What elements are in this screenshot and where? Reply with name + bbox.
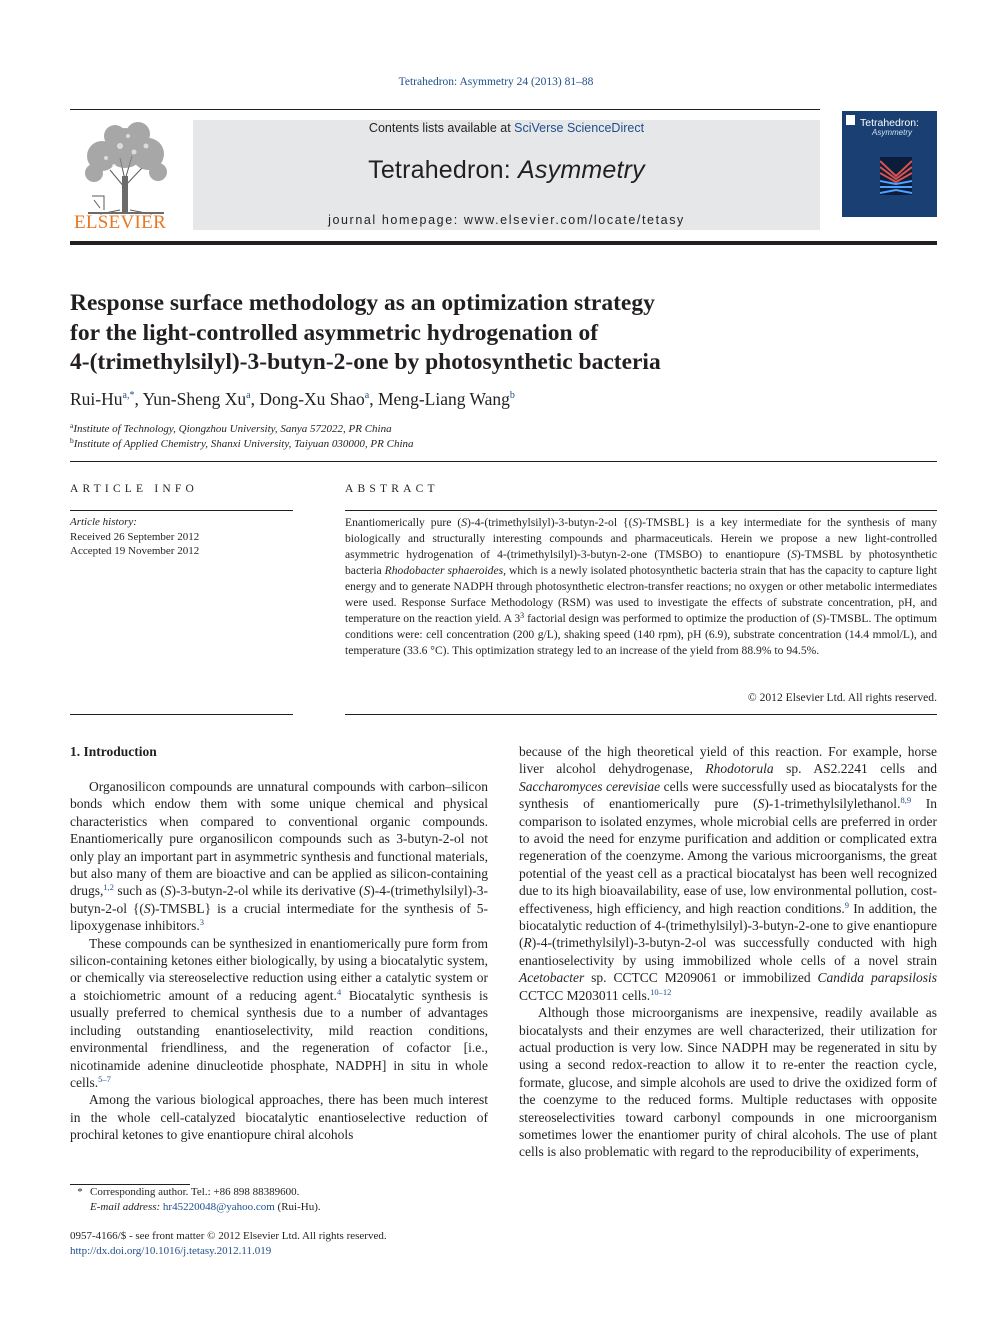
section-rule bbox=[70, 461, 937, 462]
affiliation-text: Institute of Applied Chemistry, Shanxi University, Taiyuan 030000, PR China bbox=[73, 438, 414, 450]
header-heavy-rule bbox=[70, 241, 937, 245]
asterisk-mark: * bbox=[77, 1186, 83, 1198]
journal-reference[interactable]: Tetrahedron: Asymmetry 24 (2013) 81–88 bbox=[398, 76, 594, 88]
author-affiliation-mark[interactable]: a bbox=[246, 390, 251, 401]
email-label: E-mail address: bbox=[90, 1201, 163, 1213]
abstract-bottom-rule bbox=[345, 714, 937, 715]
article-title bbox=[70, 289, 770, 378]
author-affiliation-mark[interactable]: a,* bbox=[122, 390, 135, 401]
title-line: Response surface methodology as an optimization strategy bbox=[70, 290, 655, 316]
homepage-line bbox=[193, 213, 820, 227]
email-footnote bbox=[90, 1200, 321, 1215]
journal-title-italic: Asymmetry bbox=[518, 156, 645, 184]
email-owner: (Rui-Hu). bbox=[274, 1201, 321, 1213]
abstract-heading: ABSTRACT bbox=[345, 483, 439, 495]
cover-art-icon bbox=[880, 157, 912, 195]
cover-footer-strip bbox=[842, 217, 937, 230]
article-info-rule bbox=[70, 510, 293, 511]
cover-title: Tetrahedron: bbox=[860, 117, 919, 129]
copyright-notice: © 2012 Elsevier Ltd. All rights reserved. bbox=[747, 691, 937, 704]
journal-title-main: Tetrahedron: bbox=[368, 156, 519, 184]
journal-title bbox=[193, 156, 820, 185]
title-line: for the light-controlled asymmetric hydrogenation of bbox=[70, 319, 599, 346]
issn-line: 0957-4166/$ - see front matter © 2012 Elsevier Ltd. All rights reserved. bbox=[70, 1230, 387, 1242]
corresponding-text: Corresponding author. Tel.: +86 898 88389600. bbox=[90, 1186, 300, 1198]
affiliation-text: Institute of Technology, Qiongzhou University, Sanya 572022, PR China bbox=[73, 423, 392, 435]
body-paragraph: Among the various biological approaches, there has been much interest in the whole cell-catalyzed biocatalytic enantioselective reduction of prochiral ketones to give enantiopure chiral alcohols bbox=[70, 1092, 488, 1143]
contents-prefix: Contents lists available at bbox=[368, 121, 515, 135]
homepage-link[interactable]: www.elsevier.com/locate/tetasy bbox=[463, 213, 685, 227]
body-paragraph: These compounds can be synthesized in enantiomerically pure form from silicon-containing ketones either biologically, by using a biocatalytic system, or chemically via stereoselective reduction using either a catalytic system or a stoichiometric amount of a reducing agent.$^4$ Biocatalytic synthesis is usually preferred to chemical synthesis due to a number of advantages including outstanding enantioselectivity, mild reaction conditions, environmental friendliness, and the regeneration of cofactor [i.e., nicotinamide adenine dinucleotide phosphate, NADPH] in situ in whole cells.$^{5-7}$ bbox=[70, 935, 488, 1090]
affiliation-mark: a bbox=[70, 421, 74, 430]
doi-link[interactable]: http://dx.doi.org/10.1016/j.tetasy.2012.11.019 bbox=[70, 1245, 272, 1257]
abstract-rule bbox=[345, 510, 937, 511]
body-paragraph: Although those microorganisms are inexpensive, readily available as biocatalysts and their enzymes are well characterized, their utilization for actual production is very low. Since NADPH may be regenerated in situ by using a second redox-reaction to allow it to re-enter the reaction cycle, formate, glucose, and simple alcohols are used to drive the oxidized form of the coenzyme to the reduced forms. Multiple reductases with opposite stereoselectivities toward carbonyl compounds in one microorganism sometimes lower the enantiomer purity of chiral alcohols. The use of plant cells is also problematic with regard to the reproducibility of experiments, bbox=[519, 1005, 937, 1160]
contents-line bbox=[193, 121, 820, 135]
body-paragraph: Organosilicon compounds are unnatural compounds with carbon–silicon bonds which endow them with some unique chemical and physical characteristics when compared to conventional organic compounds. Enantiomerically pure organosilicon compounds such as 3-butyn-2-ol not only play an important part in asymmetric synthesis and functional materials, but also many of them are bioactive and can be applied as silicon-containing drugs,$^{1,2}$ such as (S)-3-butyn-2-ol while its derivative (S)-4-(trimethylsilyl)-3-butyn-2-ol {(S)-TMSBL} is a crucial intermediate for the synthesis of 5-lipoxygenase inhibitors.$^3$ bbox=[70, 779, 488, 934]
affiliation-mark: b bbox=[70, 436, 74, 445]
accepted-date: Accepted 19 November 2012 bbox=[70, 545, 200, 557]
author-affiliation-mark[interactable]: a bbox=[364, 390, 370, 401]
article-info-heading: ARTICLE INFO bbox=[70, 483, 198, 495]
body-column-left bbox=[70, 778, 488, 1144]
author-name[interactable]: Rui-Hu bbox=[70, 389, 123, 409]
affiliation bbox=[70, 421, 392, 435]
author-name[interactable]: Yun-Sheng Xu bbox=[142, 389, 247, 409]
author-name[interactable]: Meng-Liang Wang bbox=[378, 389, 510, 409]
cover-elsevier-icon bbox=[846, 115, 855, 125]
corresponding-author-footnote bbox=[70, 1185, 299, 1200]
header-rule bbox=[70, 109, 820, 110]
received-date: Received 26 September 2012 bbox=[70, 530, 200, 543]
history-label: Article history: bbox=[70, 516, 137, 528]
elsevier-wordmark: ELSEVIER bbox=[73, 212, 167, 233]
title-line: 4-(trimethylsilyl)-3-butyn-2-one by photosynthetic bacteria bbox=[70, 349, 661, 375]
article-history bbox=[70, 515, 199, 559]
body-paragraph: because of the high theoretical yield of this reaction. For example, horse liver alcohol dehydrogenase, Rhodotorula sp. AS2.2241 cells and Saccharomyces cerevisiae cells were successfully used as biocatalysts for the synthesis of enantiomerically pure (S)-1-trimethylsilylethanol.$^{8,9}$ In comparison to isolated enzymes, whole microbial cells are preferred in order to avoid the need for enzyme purification and addition or complicated extra regeneration of the coenzyme. Among the various microorganisms, the great potential of the yeast cell as a practical biocatalyst has been well recognized due to its high bioavailability, ease of use, low environmental pollution, cost-effectiveness, high efficiency, and high reaction conditions.$^9$ In addition, the biocatalytic reduction of 4-(trimethylsilyl)-3-butyn-2-one to give enantiopure (R)-4-(trimethylsilyl)-3-butyn-2-ol was successfully conducted with high enantioselectivity by using immobilized whole cells of a novel strain Acetobacter sp. CCTCC M209061 or immobilized Candida parapsilosis CCTCC M203011 cells.$^{10-12}$ bbox=[519, 744, 937, 1003]
journal-cover-thumbnail[interactable] bbox=[842, 111, 937, 230]
affiliation bbox=[70, 436, 414, 450]
homepage-prefix: journal homepage: bbox=[328, 213, 464, 227]
body-column-right bbox=[519, 743, 937, 1161]
author-name[interactable]: Dong-Xu Shao bbox=[259, 389, 365, 409]
cover-subtitle: Asymmetry bbox=[872, 128, 912, 137]
email-link[interactable]: hr45220048@yahoo.com bbox=[162, 1201, 275, 1213]
sciencedirect-link[interactable]: SciVerse ScienceDirect bbox=[514, 121, 645, 135]
section-heading-introduction: 1. Introduction bbox=[70, 744, 157, 759]
abstract-text: Enantiomerically pure (S)-4-(trimethylsilyl)-3-butyn-2-ol {(S)-TMSBL} is a key intermediate for the synthesis of many biologically and structurally interesting compounds and pharmaceuticals. Herein we propose a new light-controlled asymmetric hydrogenation of 4-(trimethylsilyl)-3-butyn-2-one (TMSBO) to enantiopure (S)-TMSBL by photosynthetic bacteria Rhodobacter sphaeroides, which is a newly isolated photosynthetic bacteria strain that has the capacity to capture light energy and to generate NADPH through photosynthetic electron-transfer reactions; no oxygen or other metabolic intermediates were used. Response Surface Methodology (RSM) was used to investigate the effects of substrate concentration, pH, and temperature on the reaction yield. A $3^3$ factorial design was performed to optimize the production of (S)-TMSBL. The optimum conditions were: cell concentration (200 g/L), shaking speed (140 rpm), pH (6.9), substrate concentration (14.4 mmol/L), and temperature (33.6 °C). This optimization strategy led to an increase of the yield from 88.9% to 94.5%. bbox=[345, 516, 937, 657]
author-list: Rui-$Hu^{a,*}$, Yun-Sheng Xu$^a$, Dong-Xu Shao$^a$, Meng-Liang Wang$^b$ bbox=[70, 389, 515, 409]
author-affiliation-mark[interactable]: b bbox=[509, 390, 515, 401]
article-info-bottom-rule bbox=[70, 714, 293, 715]
